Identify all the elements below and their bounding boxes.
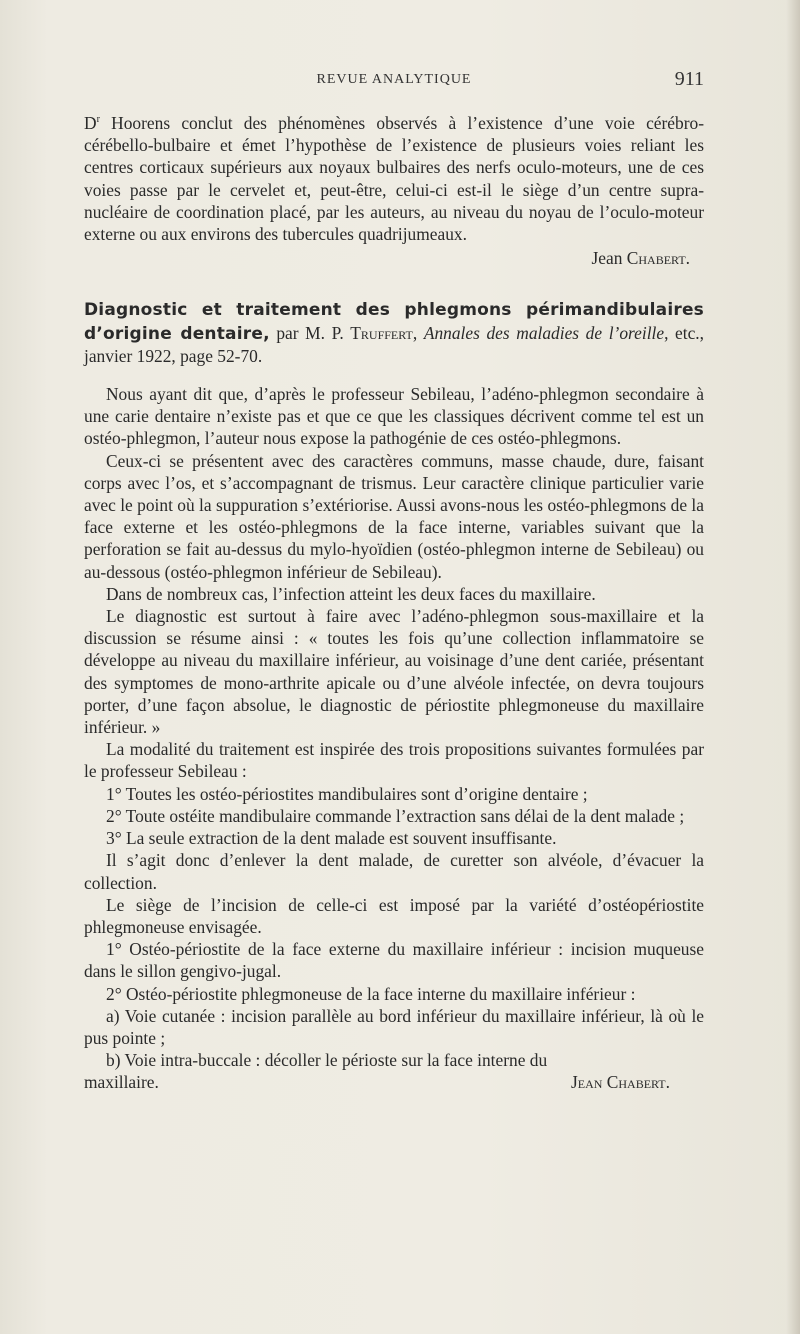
running-head: REVUE ANALYTIQUE bbox=[316, 72, 472, 87]
doctor-abbrev-superscript: r bbox=[96, 114, 100, 126]
list-item: 3° La seule extraction de la dent malade est souvent insuffisante. bbox=[106, 828, 557, 849]
paragraph: Nous ayant dit que, d’après le professeur Sebileau, l’adéno-phlegmon secondaire à une carie dentaire n’existe pas et que ce que les classiques décrivent comme tel est un ostéo-phlegmon, l’auteur nous expose la pathogénie de ces ostéo-phlegmons. bbox=[84, 384, 704, 449]
paragraph: Le diagnostic est surtout à faire avec l’adéno-phlegmon sous-maxillaire et la discussion se résume ainsi : « toutes les fois qu’une collection inflammatoire se développe au niveau du maxillaire inférieur, au voisinage d’une dent cariée, présentant des symptomes de mono-arthrite apicale ou d’une alvéole infectée, on devra toujours porter, d’une façon absolue, le diagnostic de périostite phlegmoneuse du maxillaire inférieur. » bbox=[84, 606, 704, 738]
article-by: par M. P. bbox=[269, 322, 351, 343]
closing-paragraph bbox=[84, 1049, 704, 1093]
article-title: Diagnostic et traitement des phlegmons périmandibulaires d’origine dentaire, bbox=[84, 300, 704, 344]
page-content bbox=[84, 112, 704, 1094]
intro-text: Hoorens conclut des phénomènes observés à l’existence d’une voie cérébro-cérébello-bulbaire et émet l’hypothèse de l’existence de plusieurs voies reliant les centres corticaux supérieurs aux noyaux bulbaires des nerfs oculo-moteurs, une de ces voies passe par le cervelet et, peut-être, celui-ci est-il le siège d’un centre supra-nucléaire de coordination placé, par les auteurs, au niveau du noyau de l’oculo-moteur externe ou aux environs des tubercules quadrijumeaux. bbox=[84, 113, 704, 245]
paragraph: La modalité du traitement est inspirée des trois propositions suivantes formulées par le professeur Sebileau : bbox=[84, 739, 704, 782]
closing-line-1: b) Voie intra-buccale : décoller le périoste sur la face interne du bbox=[106, 1050, 548, 1071]
page-number: 911 bbox=[674, 68, 704, 90]
list-item: 1° Toutes les ostéo-périostites mandibulaires sont d’origine dentaire ; bbox=[106, 783, 588, 804]
page-edge-shadow bbox=[786, 0, 800, 1334]
article-details: , etc., janvier 1922, page 52-70. bbox=[84, 322, 704, 366]
page-header bbox=[84, 70, 704, 96]
paragraph: Le siège de l’incision de celle-ci est imposé par la variété d’ostéopériostite phlegmoneuse envisagée. bbox=[84, 894, 704, 937]
article-journal: Annales des maladies de l’oreille bbox=[423, 322, 665, 343]
section-gap bbox=[84, 269, 704, 298]
article-sep: , bbox=[412, 322, 424, 343]
signature-last-name: Chabert. bbox=[626, 248, 690, 269]
intro-signature bbox=[84, 247, 704, 269]
signature-first-name: Jean bbox=[591, 248, 623, 269]
article-author: Truffert bbox=[350, 322, 413, 343]
closing-line-2: maxillaire. bbox=[84, 1072, 159, 1093]
intro-paragraph bbox=[84, 112, 704, 245]
paragraph: Dans de nombreux cas, l’infection atteint les deux faces du maxillaire. bbox=[106, 583, 596, 604]
paragraph: Ceux-ci se présentent avec des caractères communs, masse chaude, dure, faisant corps avec l’os, et s’accompagnant de trismus. Leur caractère clinique particulier varie avec le point où la suppuration s’extériorise. Aussi avons-nous les ostéo-phlegmons de la face externe et les ostéo-phlegmons de la face interne, variables suivant que la perforation se fait au-dessus du mylo-hyoïdien (ostéo-phlegmon interne de Sebileau) ou au-dessous (ostéo-phlegmon inférieur de Sebileau). bbox=[84, 450, 704, 582]
closing-signature: Jean Chabert. bbox=[570, 1072, 670, 1093]
heading-gap bbox=[84, 367, 704, 383]
doctor-abbrev: D bbox=[84, 113, 97, 133]
list-item: 2° Ostéo-périostite phlegmoneuse de la face interne du maxillaire inférieur : bbox=[106, 983, 636, 1004]
article-heading bbox=[84, 298, 704, 367]
paragraph: Il s’agit donc d’enlever la dent malade, de curetter son alvéole, d’évacuer la collection. bbox=[84, 850, 704, 893]
sub-list-item: a) Voie cutanée : incision parallèle au bord inférieur du maxillaire inférieur, là où le pus pointe ; bbox=[84, 1005, 704, 1048]
list-item: 2° Toute ostéite mandibulaire commande l’extraction sans délai de la dent malade ; bbox=[106, 805, 685, 826]
list-item: 1° Ostéo-périostite de la face externe du maxillaire inférieur : incision muqueuse dans le sillon gengivo-jugal. bbox=[84, 939, 704, 982]
